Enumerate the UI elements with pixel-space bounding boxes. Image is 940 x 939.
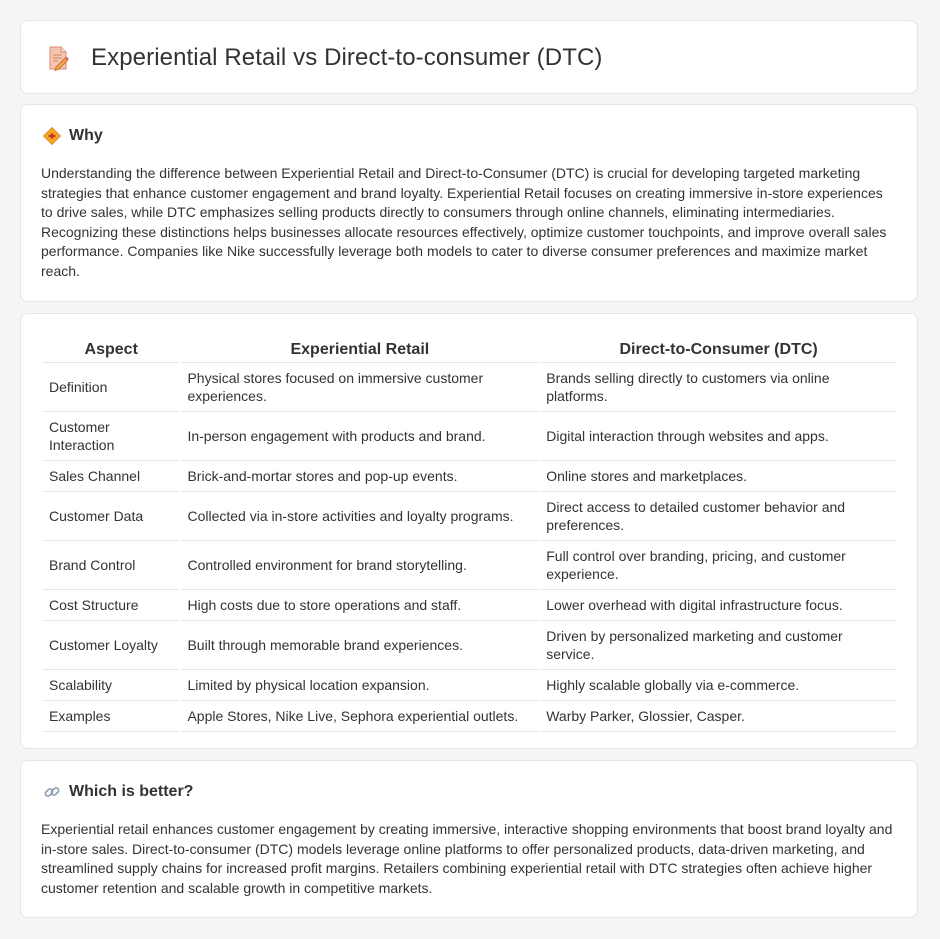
aspect-cell: Brand Control — [43, 541, 179, 590]
dtc-cell: Full control over branding, pricing, and customer experience. — [540, 541, 897, 590]
experiential-cell: Controlled environment for brand storytelling. — [181, 541, 538, 590]
experiential-cell: In-person engagement with products and brand. — [181, 412, 538, 461]
which-is-better-section — [20, 760, 918, 918]
aspect-cell: Customer Data — [43, 492, 179, 541]
why-heading: Why — [69, 127, 103, 144]
dtc-cell: Lower overhead with digital infrastructure focus. — [540, 590, 897, 621]
experiential-cell: High costs due to store operations and staff. — [181, 590, 538, 621]
table-row — [43, 461, 897, 492]
table-row — [43, 670, 897, 701]
pencil-document-icon — [45, 45, 71, 71]
link-icon — [43, 783, 61, 801]
better-heading: Which is better? — [69, 783, 194, 800]
experiential-cell: Built through memorable brand experiences. — [181, 621, 538, 670]
aspect-cell: Definition — [43, 363, 179, 412]
dtc-cell: Driven by personalized marketing and customer service. — [540, 621, 897, 670]
table-row — [43, 492, 897, 541]
table-header-row — [43, 334, 897, 363]
column-header-experiential-retail: Experiential Retail — [181, 334, 538, 363]
dtc-cell: Brands selling directly to customers via online platforms. — [540, 363, 897, 412]
experiential-cell: Brick-and-mortar stores and pop-up events. — [181, 461, 538, 492]
dtc-cell: Highly scalable globally via e-commerce. — [540, 670, 897, 701]
table-row — [43, 621, 897, 670]
experiential-cell: Limited by physical location expansion. — [181, 670, 538, 701]
aspect-cell: Scalability — [43, 670, 179, 701]
dtc-cell: Digital interaction through websites and apps. — [540, 412, 897, 461]
dtc-cell: Online stores and marketplaces. — [540, 461, 897, 492]
table-row — [43, 363, 897, 412]
table-row — [43, 541, 897, 590]
table-row — [43, 590, 897, 621]
page-title: Experiential Retail vs Direct-to-consumer (DTC) — [91, 44, 603, 71]
experiential-cell: Physical stores focused on immersive customer experiences. — [181, 363, 538, 412]
aspect-cell: Cost Structure — [43, 590, 179, 621]
comparison-table — [41, 334, 899, 732]
dtc-cell: Warby Parker, Glossier, Casper. — [540, 701, 897, 732]
column-header-dtc: Direct-to-Consumer (DTC) — [540, 334, 897, 363]
title-card — [20, 20, 918, 94]
comparison-table-card — [20, 313, 918, 749]
table-row — [43, 701, 897, 732]
experiential-cell: Collected via in-store activities and loyalty programs. — [181, 492, 538, 541]
why-section — [20, 104, 918, 302]
aspect-cell: Customer Loyalty — [43, 621, 179, 670]
why-body: Understanding the difference between Experiential Retail and Direct-to-Consumer (DTC) is crucial for developing targeted marketing strategies that enhance customer engagement and brand loyalty. Experiential Retail focuses on creating immersive in-store experiences to drive sales, while DTC emphasizes selling products directly to consumers through online channels, eliminating intermediaries. Recognizing these distinctions helps businesses allocate resources effectively, optimize customer touchpoints, and improve overall sales performance. Companies like Nike successfully leverage both models to cater to diverse consumer preferences and maximize market reach. — [41, 165, 887, 279]
diamond-sign-icon — [43, 127, 61, 145]
aspect-cell: Sales Channel — [43, 461, 179, 492]
column-header-aspect: Aspect — [43, 334, 179, 363]
table-row — [43, 412, 897, 461]
better-body: Experiential retail enhances customer engagement by creating immersive, interactive shopping environments that boost brand loyalty and in-store sales. Direct-to-consumer (DTC) models leverage online platforms to offer personalized products, data-driven marketing, and streamlined supply chains for increased profit margins. Retailers combining experiential retail with DTC strategies often achieve higher customer retention and scalable growth in competitive markets. — [41, 821, 893, 896]
dtc-cell: Direct access to detailed customer behavior and preferences. — [540, 492, 897, 541]
aspect-cell: Customer Interaction — [43, 412, 179, 461]
aspect-cell: Examples — [43, 701, 179, 732]
experiential-cell: Apple Stores, Nike Live, Sephora experiential outlets. — [181, 701, 538, 732]
